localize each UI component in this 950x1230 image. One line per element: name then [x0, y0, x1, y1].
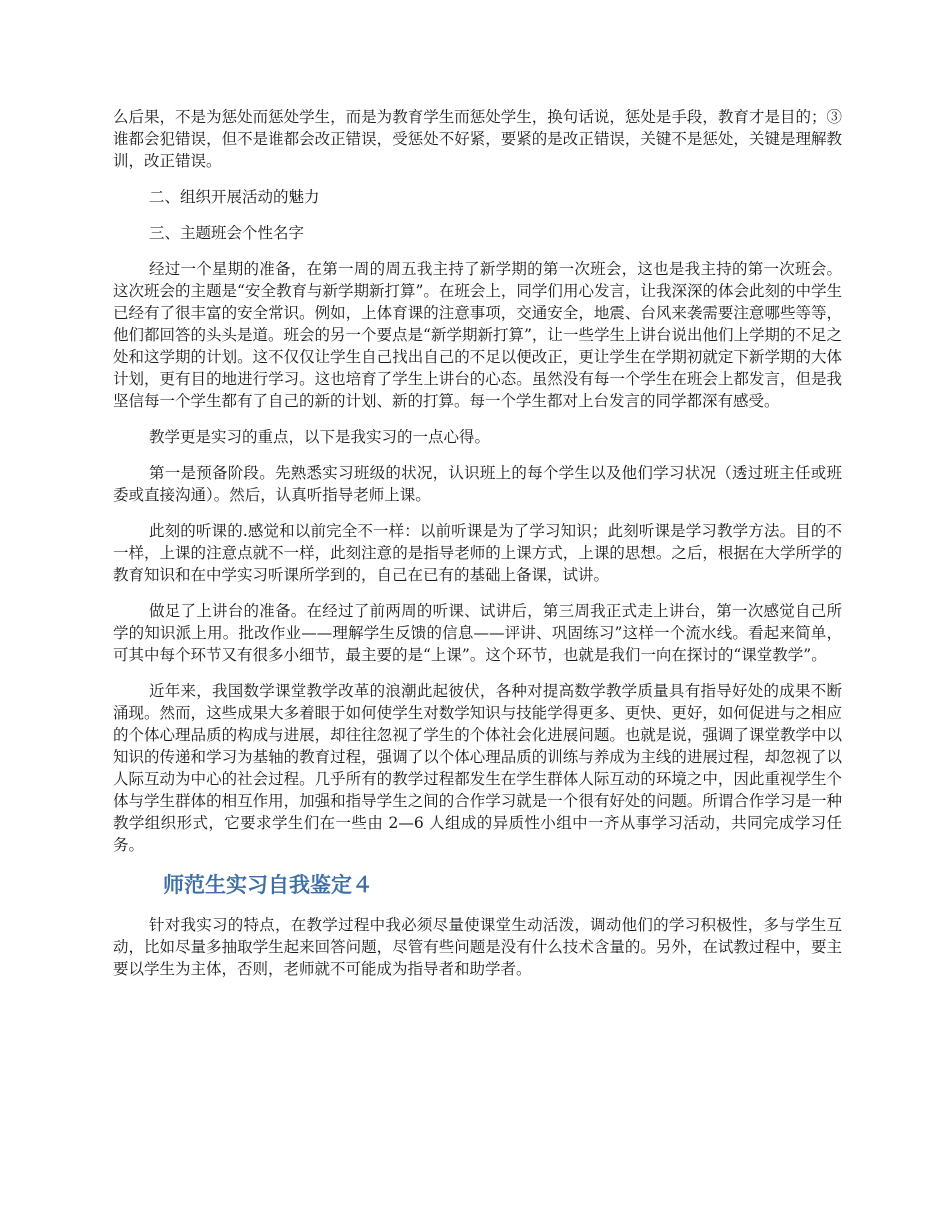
paragraph-teaching-intro: 教学更是实习的重点，以下是我实习的一点心得。 — [149, 428, 491, 446]
paragraph-preparation-stage: 第一是预备阶段。先熟悉实习班级的状况，认识班上的每个学生以及他们学习状况（透过班主任或班委或直接沟通）。然后，认真听指导老师上课。 — [113, 464, 842, 504]
paragraph-class-meeting: 经过一个星期的准备，在第一周的周五我主持了新学期的第一次班会，这也是我主持的第一次班会。这次班会的主题是“安全教育与新学期新打算”。在班会上，同学们用心发言，让我深深的体会此刻的中学生已经有了很丰富的安全常识。例如，上体育课的注意事项，交通安全，地震、台风来袭需要注意哪些等等，他们都回答的头头是道。班会的另一个要点是“新学期新打算”，让一些学生上讲台说出他们上学期的不足之处和这学期的计划。这不仅仅让学生自己找出自己的不足以便改正，更让学生在学期初就定下新学期的大体计划，更有目的地进行学习。这也培育了学生上讲台的心态。虽然没有每一个学生在班会上都发言，但是我坚信每一个学生都有了自己的新的计划、新的打算。每一个学生都对上台发言的同学都深有感受。 — [113, 260, 842, 410]
paragraph-self-assessment: 针对我实习的特点，在教学过程中我必须尽量使课堂生动活泼，调动他们的学习积极性，多与学生互动，比如尽量多抽取学生起来回答问题，尽管有些问题是没有什么技术含量的。另外，在试教过程中，要主要以学生为主体，否则，老师就不可能成为指导者和助学者。 — [113, 916, 842, 978]
subsection-title-class-meeting: 三、主题班会个性名字 — [149, 224, 305, 242]
paragraph-podium-ready: 做足了上讲台的准备。在经过了前两周的听课、试讲后，第三周我正式走上讲台，第一次感觉自己所学的知识派上用。批改作业——理解学生反馈的信息——评讲、巩固练习”这样一个流水线。看起来简单，可其中每个环节又有很多小细节，最主要的是“上课”。这个环节，也就是我们一向在探讨的“课堂教学”。 — [113, 602, 842, 664]
paragraph-continuation: 么后果，不是为惩处而惩处学生，而是为教育学生而惩处学生，换句话说，惩处是手段，教育才是目的；③谁都会犯错误，但不是谁都会改正错误，受惩处不好紧，要紧的是改正错误，关键不是惩处，关键是理解教训，改正错误。 — [113, 108, 842, 170]
paragraph-lesson-observation: 此刻的听课的.感觉和以前完全不一样：以前听课是为了学习知识；此刻听课是学习教学方法。目的不一样，上课的注意点就不一样，此刻注意的是指导老师的上课方式，上课的思想。之后，根据在大学所学的教育知识和在中学实习听课所学到的，自己在已有的基础上备课，试讲。 — [113, 522, 842, 584]
section-heading: 师范生实习自我鉴定４ — [163, 873, 373, 897]
paragraph-math-reform: 近年来，我国数学课堂教学改革的浪潮此起彼伏，各种对提高数学教学质量具有指导好处的成果不断涌现。然而，这些成果大多着眼于如何使学生对数学知识与技能学得更多、更快、更好，如何促进与之相应的个体心理品质的构成与进展，却往往忽视了学生的个体社会化进展问题。也就是说，强调了课堂教学中以知识的传递和学习为基轴的教育过程，强调了以个体心理品质的训练与养成为主线的进展过程，却忽视了以人际互动为中心的社会过程。几乎所有的教学过程都发生在学生群体人际互动的环境之中，因此重视学生个体与学生群体的相互作用，加强和指导学生之间的合作学习就是一个很有好处的问题。所谓合作学习是一种教学组织形式，它要求学生们在一些由 2—6 人组成的异质性小组中一齐从事学习活动，共同完成学习任务。 — [113, 682, 842, 854]
subsection-title-activities: 二、组织开展活动的魅力 — [149, 188, 320, 206]
